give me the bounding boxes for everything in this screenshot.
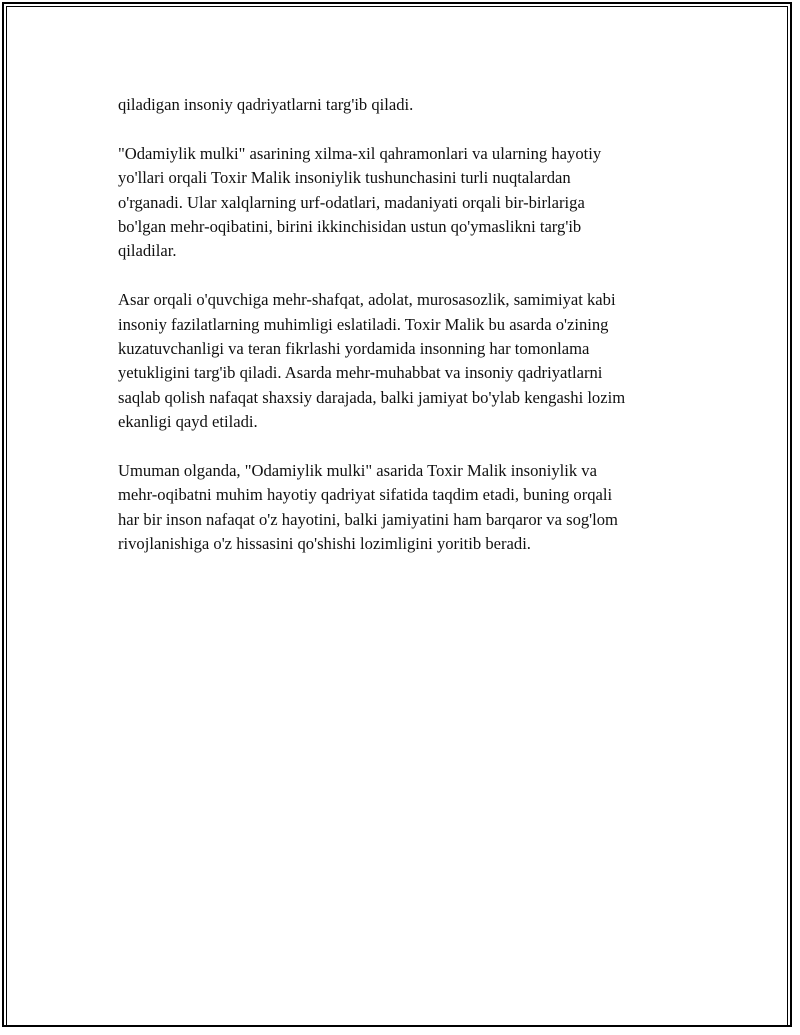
paragraph-1: qiladigan insoniy qadriyatlarni targ'ib qiladi. bbox=[118, 95, 414, 114]
paragraph-4: Umuman olganda, "Odamiylik mulki" asarida Toxir Malik insoniylik va mehr-oqibatni muhim hayotiy qadriyat sifatida taqdim etadi, buning orqali har bir inson nafaqat o'z hayotini, balki jamiyatini ham barqaror va sog'lom rivojlanishiga o'z hissasini qo'shishi lozimligini yoritib beradi. bbox=[118, 461, 618, 554]
document-body bbox=[118, 93, 688, 581]
paragraph-3: Asar orqali o'quvchiga mehr-shafqat, adolat, murosasozlik, samimiyat kabi insoniy fazilatlarning muhimligi eslatiladi. Toxir Malik bu asarda o'zining kuzatuvchanligi va teran fikrlashi yordamida insonning har tomonlama yetukligini targ'ib qiladi. Asarda mehr-muhabbat va insoniy qadriyatlarni saqlab qolish nafaqat shaxsiy darajada, balki jamiyat bo'ylab kengashi lozim ekanligi qayd etiladi. bbox=[118, 290, 626, 432]
paragraph-2: "Odamiylik mulki" asarining xilma-xil qahramonlari va ularning hayotiy yo'llari orqali Toxir Malik insoniylik tushunchasini turli nuqtalardan o'rganadi. Ular xalqlarning urf-odatlari, madaniyati orqali bir-birlariga bo'lgan mehr-oqibatini, birini ikkinchisidan ustun qo'ymaslikni targ'ib qiladilar. bbox=[118, 143, 602, 261]
